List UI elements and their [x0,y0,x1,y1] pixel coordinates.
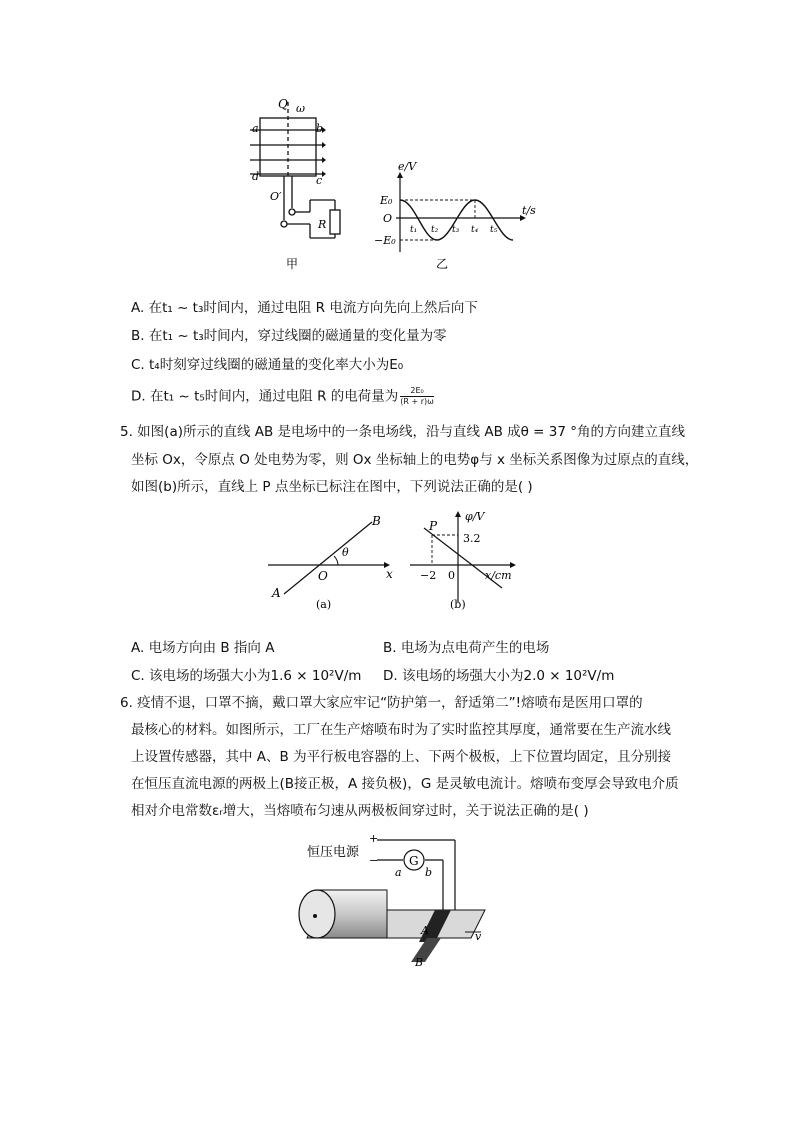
galvanometer-G: G [409,854,419,868]
plus-sign: + [369,832,379,845]
label-theta: θ [342,546,349,559]
figure-a [268,522,386,594]
label-E0: E₀ [380,194,393,207]
figure-b [410,514,512,602]
coil-diagram [250,102,340,238]
label-Q: Q [278,97,288,111]
caption-jia: 甲 [286,257,299,271]
generator-figure [240,92,540,277]
tick-t4: t₄ [471,225,479,235]
q6-stem-line-5: 相对介电常数εᵣ增大，当熔喷布匀速从两极板间穿过时，关于说法正确的是( ) [131,803,589,819]
plate-B: B [415,956,424,969]
e-t-graph [396,176,522,252]
q4-option-d-text: D. 在t₁ ~ t₅时间内，通过电阻 R 的电荷量为 [131,388,399,405]
q6-stem-line-3: 上设置传感器，其中 A、B 为平行板电容器的上、下两个极板，上下位置均固定，且分别接 [131,749,672,765]
tick-t1: t₁ [410,225,418,235]
tick-t2: t₂ [431,225,439,235]
axis-t-label: t/s [522,204,536,217]
q4-option-a: A. 在t₁ ~ t₃时间内，通过电阻 R 电流方向先向上然后向下 [131,300,478,316]
tick-t5: t₅ [490,225,498,235]
q4-option-d [131,386,434,407]
q5-stem-line-1: 5. 如图(a)所示的直线 AB 是电场中的一条电场线，沿与直线 AB 成θ = 37 °角的方向建立直线 [120,424,686,440]
q6-stem-line-4: 在恒压直流电源的两极上(B接正极，A 接负极)，G 是灵敏电流计。熔喷布变厚会导致电介质 [131,776,679,792]
q6-stem-line-1: 6. 疫情不退，口罩不摘，戴口罩大家应牢记“防护第一，舒适第二”!熔喷布是医用口罩的 [120,695,643,711]
tick-t3: t₃ [452,225,460,235]
axis-x-cm-label: x/cm [485,569,512,582]
fraction-denominator: (R + r)ω [400,397,434,406]
minus-sign: − [369,854,379,867]
label-c: c [316,174,323,187]
q4-option-b: B. 在t₁ ~ t₃时间内，穿过线圈的磁通量的变化量为零 [131,328,447,344]
caption-b: (b) [450,598,466,611]
label-origin: O [383,212,393,225]
charge-fraction [400,386,434,407]
caption-yi: 乙 [436,257,449,271]
label-P: P [429,519,438,533]
axis-e-label: e/V [398,160,417,173]
q6-stem-line-2: 最核心的材料。如图所示，工厂在生产熔喷布时为了实时监控其厚度，通常要在生产流水线 [131,722,671,738]
melt-blown-figure [295,830,495,970]
q5-stem-line-3: 如图(b)所示，直线上 P 点坐标已标注在图中，下列说法正确的是( ) [131,479,533,495]
label-O: O [318,569,328,583]
label-A: A [272,586,281,600]
label-neg-E0: −E₀ [374,234,396,247]
label-b: b [316,122,324,135]
axis-phi-label: φ/V [465,510,485,523]
value-3-2: 3.2 [463,532,481,545]
terminal-a: a [395,866,402,879]
label-d: d [252,170,260,183]
label-o-prime: O′ [270,190,282,203]
plate-A: A [421,924,429,937]
value-zero: 0 [448,569,455,582]
velocity-v: v [475,930,482,943]
q5-option-c: C. 该电场的场强大小为1.6 × 10²V/m [131,668,362,684]
q5-option-b: B. 电场为点电荷产生的电场 [383,640,550,656]
power-source-label: 恒压电源 [307,845,360,860]
terminal-b: b [425,866,433,879]
label-a: a [252,122,259,135]
q5-option-d: D. 该电场的场强大小为2.0 × 10²V/m [383,668,615,684]
label-omega: ω [296,102,305,115]
q4-option-c: C. t₄时刻穿过线圈的磁通量的变化率大小为E₀ [131,357,404,373]
fraction-numerator: 2E₀ [400,386,434,397]
field-line-figure [260,502,535,617]
label-R: R [318,218,327,231]
value-neg-2: −2 [420,569,437,582]
caption-a: (a) [316,598,332,611]
label-B: B [372,514,381,528]
q5-stem-line-2: 坐标 Ox，令原点 O 处电势为零，则 Ox 坐标轴上的电势φ与 x 坐标关系图像为过原点的直线， [131,452,699,468]
label-x: x [386,567,393,581]
fabric-roll [299,890,485,938]
q5-option-a: A. 电场方向由 B 指向 A [131,640,275,656]
